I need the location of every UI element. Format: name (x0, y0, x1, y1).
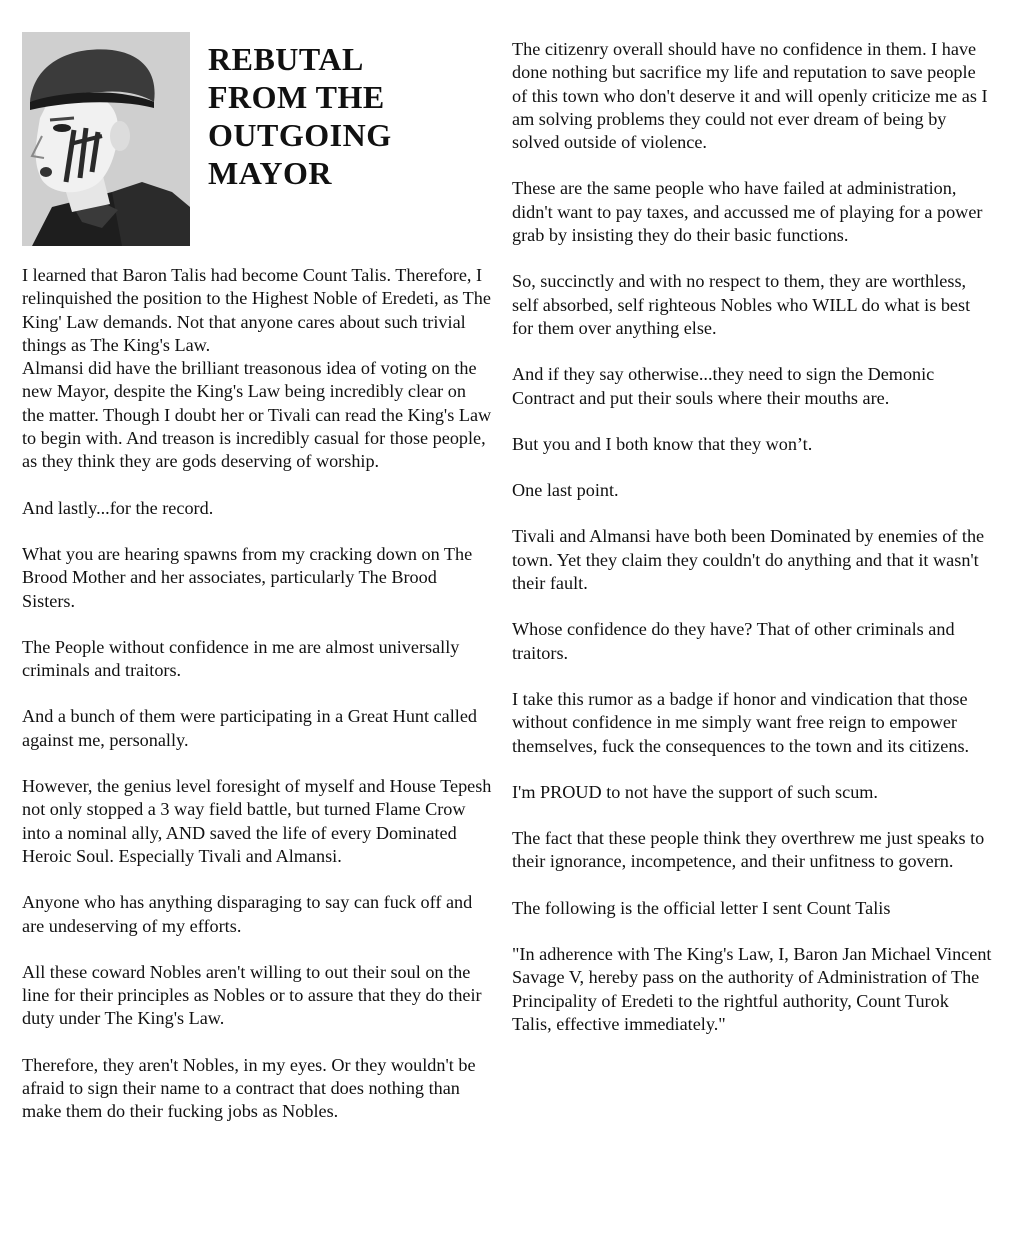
paragraph: And lastly...for the record. (22, 497, 214, 518)
paragraph: Whose confidence do they have? That of other criminals and traitors. (512, 619, 955, 663)
headline-line-3: OUTGOING (208, 117, 392, 153)
article-header (22, 32, 492, 246)
paragraph: However, the genius level foresight of myself and House Tepesh not only stopped a 3 way field battle, but turned Flame Crow into a nominal ally, AND saved the life of every Dominated Heroic Soul. Especially Tivali and Almansi. (22, 776, 492, 866)
paragraph: I'm PROUD to not have the support of such scum. (512, 781, 878, 802)
paragraph: All these coward Nobles aren't willing to out their soul on the line for their principles as Nobles or to assure that they do their duty under The King's Law. (22, 961, 482, 1029)
paragraph: The following is the official letter I sent Count Talis (512, 897, 891, 918)
paragraph: The fact that these people think they overthrew me just speaks to their ignorance, incompetence, and their unfitness to govern. (512, 828, 985, 872)
paragraph: So, succinctly and with no respect to them, they are worthless, self absorbed, self righteous Nobles who WILL do what is best for them over anything else. (512, 271, 971, 338)
headline-line-1: REBUTAL (208, 41, 364, 77)
headline-line-4: MAYOR (208, 155, 332, 191)
paragraph: Therefore, they aren't Nobles, in my eyes. Or they wouldn't be afraid to sign their name to a contract that does nothing than make them do their fucking jobs as Nobles. (22, 1054, 476, 1122)
paragraph: But you and I both know that they won’t. (512, 433, 813, 454)
paragraph: Almansi did have the brilliant treasonous idea of voting on the new Mayor, despite the King's Law being incredibly clear on the matter. Though I doubt her or Tivali can read the King's Law to begin with. And treason is incredibly casual for those people, as they think they are gods deserving of worship. (22, 358, 492, 472)
paragraph: The citizenry overall should have no confidence in them. I have done nothing but sacrifice my life and reputation to save people of this town who don't deserve it and will openly criticize me as I am solving problems they could not ever dream of being by solved outside of violence. (512, 39, 988, 153)
paragraph: One last point. (512, 480, 619, 501)
paragraph: The People without confidence in me are almost universally criminals and traitors. (22, 636, 460, 681)
paragraph: Anyone who has anything disparaging to say can fuck off and are undeserving of my efforts. (22, 892, 473, 936)
paragraph: What you are hearing spawns from my cracking down on The Brood Mother and her associates, particularly The Brood Sisters. (22, 543, 473, 611)
paragraph: And a bunch of them were participating in a Great Hunt called against me, personally. (22, 706, 478, 750)
portrait-of-mayor-icon (22, 32, 190, 246)
headline-line-2: FROM THE (208, 79, 385, 115)
left-column (22, 32, 492, 1147)
paragraph: These are the same people who have failed at administration, didn't want to pay taxes, and accussed me of playing for a power grab by insisting they do their basic functions. (512, 178, 983, 246)
paragraph: I learned that Baron Talis had become Count Talis. Therefore, I relinquished the position to the Highest Noble of Eredeti, as The King' Law demands. Not that anyone cares about such trivial things as The King's Law. (22, 265, 491, 355)
paragraph: "In adherence with The King's Law, I, Baron Jan Michael Vincent Savage V, hereby pass on the authority of Administration of The Principality of Eredeti to the rightful authority, Count Turok Talis, effective immediately." (512, 944, 992, 1034)
right-column (512, 38, 992, 1059)
portrait-image (22, 32, 190, 246)
paragraph: I take this rumor as a badge if honor and vindication that those without confidence in me simply want free reign to empower themselves, fuck the consequences to the town and its citizens. (512, 688, 970, 756)
paragraph: Tivali and Almansi have both been Dominated by enemies of the town. Yet they claim they couldn't do anything and that it wasn't their fault. (512, 526, 985, 594)
article-headline (208, 40, 392, 192)
paragraph: And if they say otherwise...they need to sign the Demonic Contract and put their souls where their mouths are. (512, 364, 935, 408)
